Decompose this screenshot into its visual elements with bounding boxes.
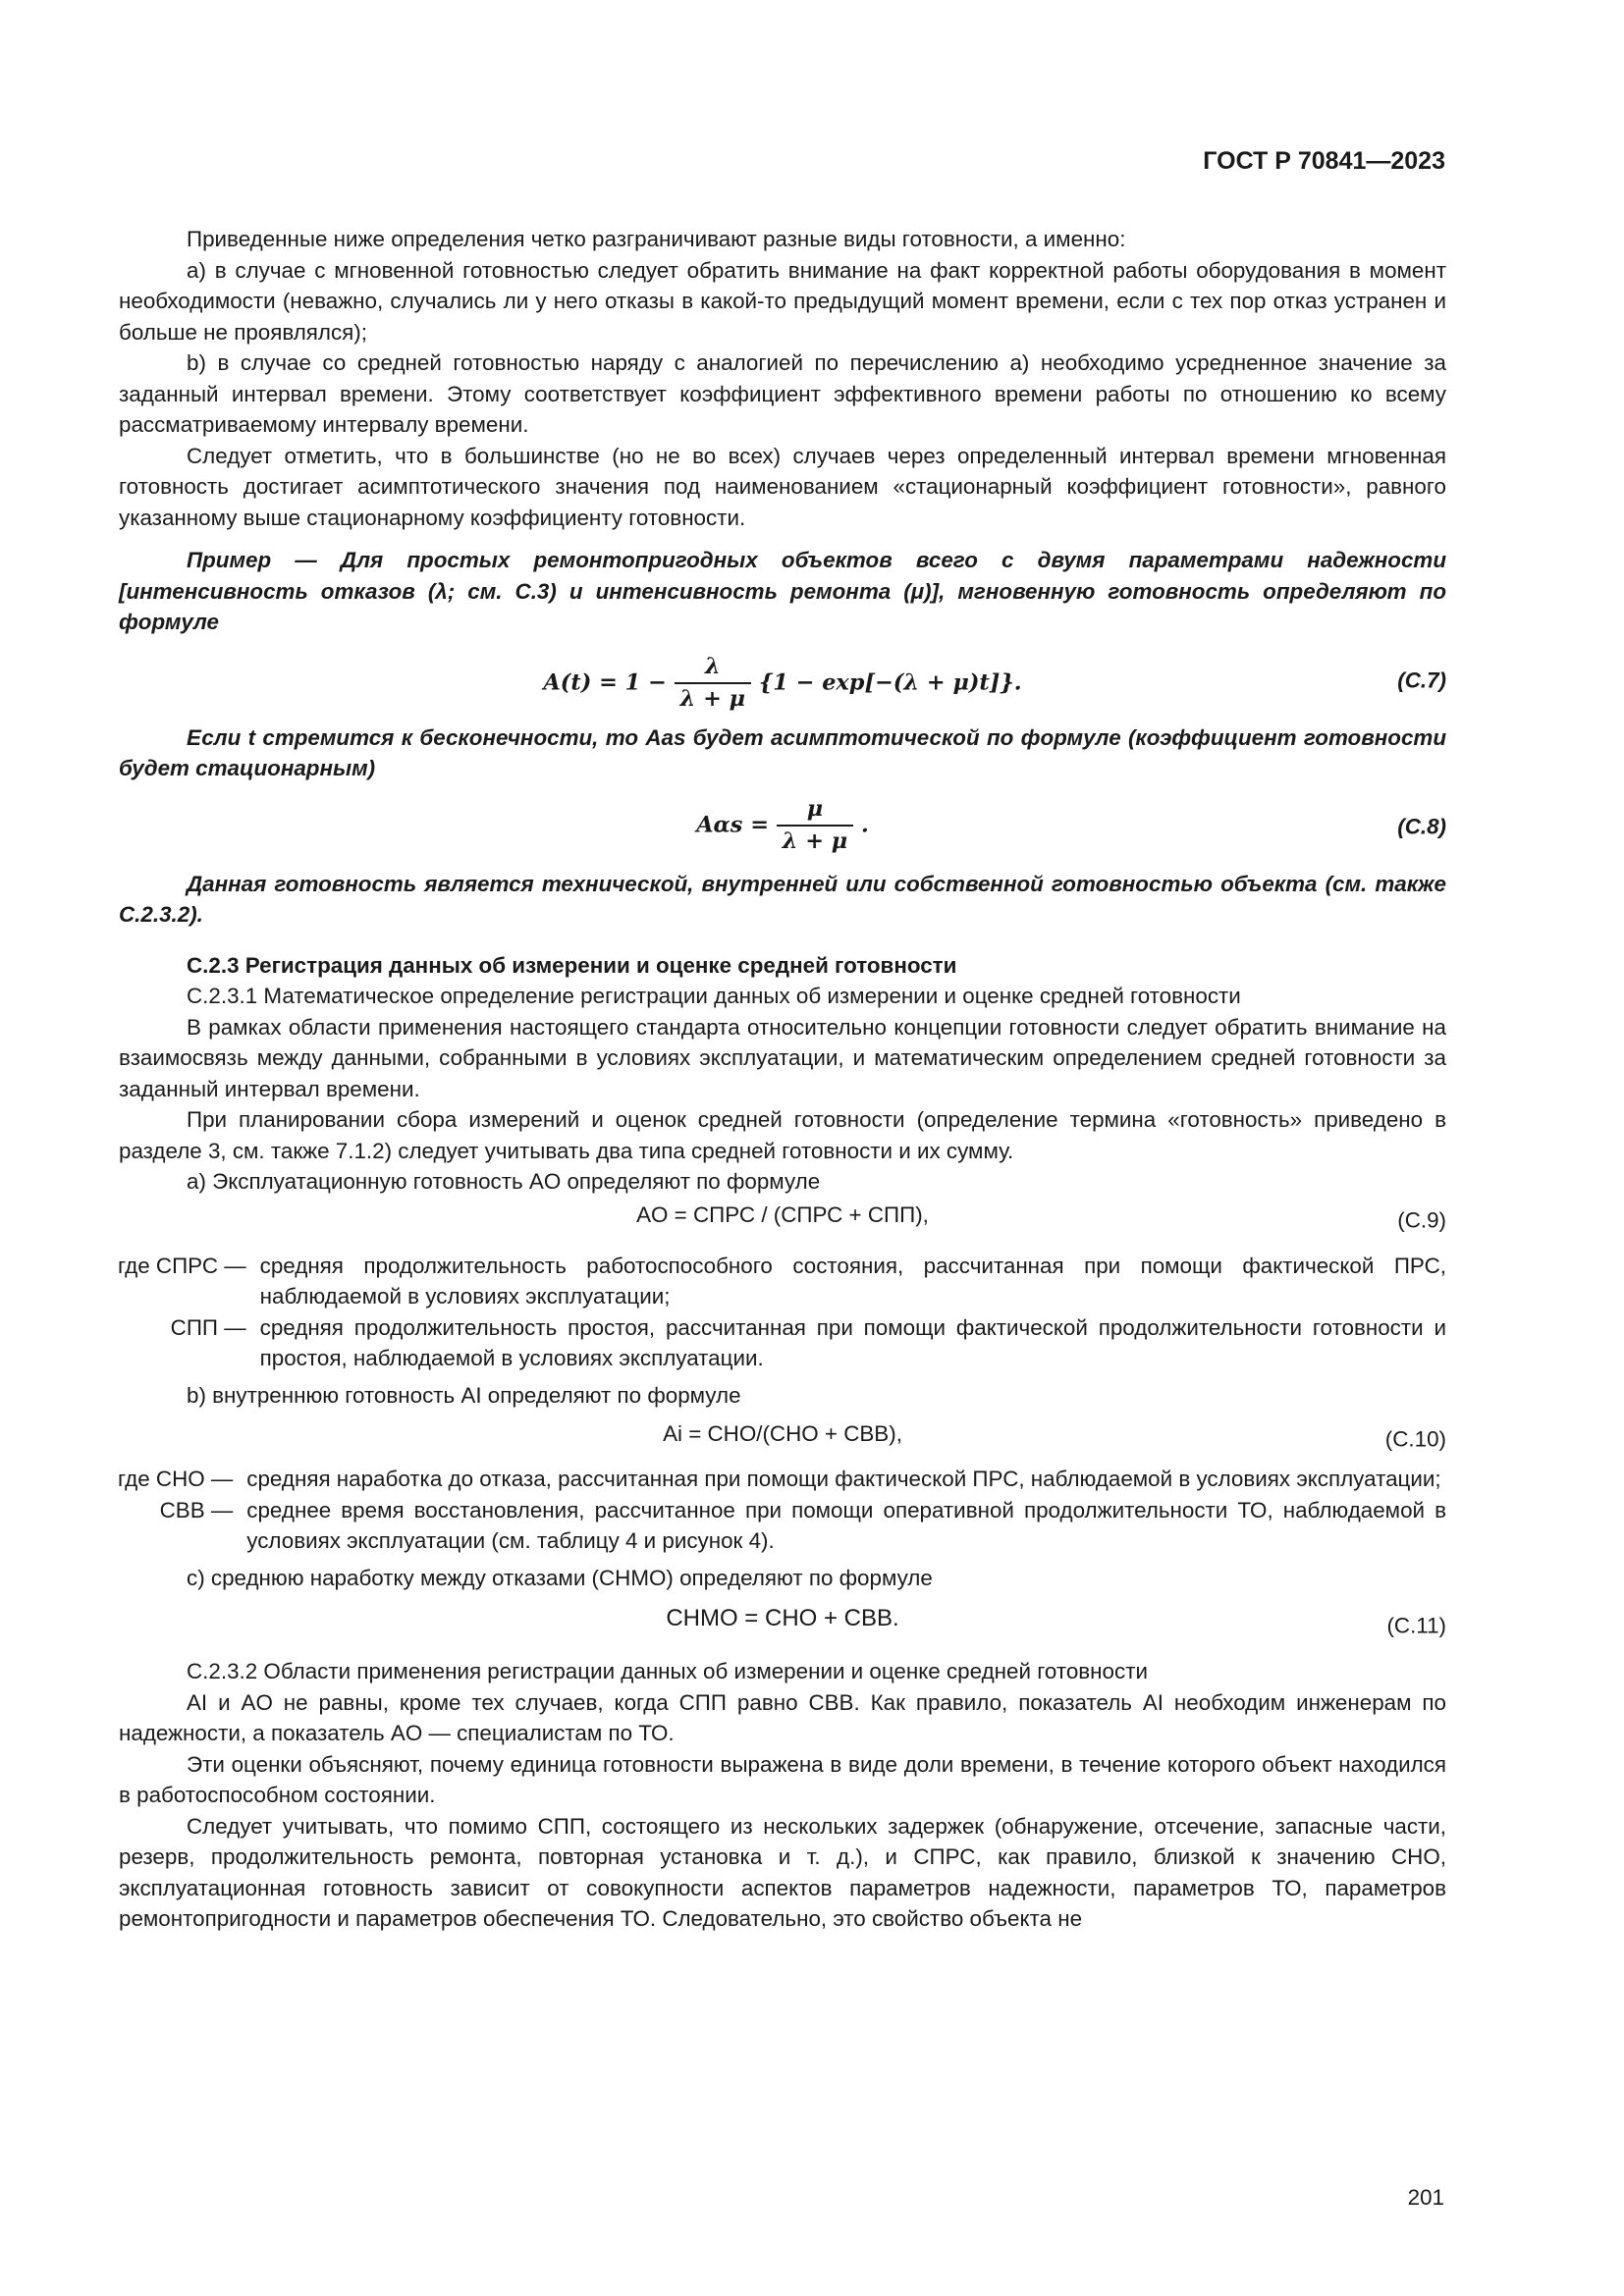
formula-c8-fraction [777, 794, 853, 858]
formula-c7 [119, 638, 1446, 722]
formula-c8-lhs: Aαs = [696, 812, 769, 837]
subsection-heading-2: С.2.3.2 Области применения регистрации данных об измерении и оценке средней готовности [187, 1659, 1148, 1683]
intro-paragraph: Приведенные ниже определения четко разграничивают разные виды готовности, а именно: [187, 227, 1126, 251]
formula-c8-numerator: μ [777, 794, 853, 828]
formula-c10 [119, 1411, 1446, 1456]
definitions-c9 [118, 1251, 1446, 1374]
formula-c8-tail: . [861, 812, 869, 837]
definition-desc: среднее время восстановления, рассчитанное при помощи оперативной продолжительности ТО, наблюдаемой в условиях эксплуатации (см. таблицу 4 и рисунок 4). [246, 1497, 1446, 1553]
definition-term: где СНО — [118, 1467, 234, 1491]
list-item-a: a) в случае с мгновенной готовностью следует обратить внимание на факт корректной работы оборудования в момент необходимости (неважно, случались ли у него отказы в какой-то предыдущий момент времени, если с тех пор отказ устранен и больше не проявлялся); [119, 257, 1446, 345]
formula-c10-text: Ai = СНО/(СНО + СВВ), [663, 1421, 902, 1446]
list-item-b: b) в случае со средней готовностью наряду с аналогией по перечислению а) необходимо усредненное значение за заданный интервал времени. Этому соответствует коэффициент эффективного времени работы по отношению ко всему рассматриваемому интервалу времени. [119, 350, 1446, 437]
definition-desc: средняя продолжительность работоспособного состояния, рассчитанная при помощи фактической ПРС, наблюдаемой в условиях эксплуатации; [259, 1253, 1446, 1308]
example-conclusion-paragraph: Данная готовность является технической, внутренней или собственной готовностью объекта (см. также С.2.3.2). [119, 871, 1446, 927]
section-paragraph-1: В рамках области применения настоящего стандарта относительно концепции готовности следует обратить внимание на взаимосвязь между данными, собранными в условиях эксплуатации, и математическим определением средней готовности за заданный интервал времени. [119, 1014, 1446, 1101]
definition-desc: средняя продолжительность простоя, рассчитанная при помощи фактической продолжительности готовности и простоя, наблюдаемой в условиях эксплуатации. [259, 1314, 1446, 1370]
section-paragraph-5: Следует учитывать, что помимо СПП, состоящего из нескольких задержек (обнаружение, отсечение, запасные части, резерв, продолжительность ремонта, повторная установка и т. д.), и СПРС, как правило, близкой к значению СНО, эксплуатационная готовность зависит от совокупности аспектов параметров надежности, параметров ТО, параметров ремонтопригодности и параметров обеспечения ТО. Следовательно, это свойство объекта не [119, 1813, 1446, 1931]
definition-term: СВВ — [159, 1497, 234, 1522]
section-paragraph-4: Эти оценки объясняют, почему единица готовности выражена в виде доли времени, в течение которого объект находился в работоспособном состоянии. [119, 1751, 1446, 1807]
section-heading: С.2.3 Регистрация данных об измерении и оценке средней готовности [187, 952, 957, 978]
definition-desc: средняя наработка до отказа, рассчитанная при помощи фактической ПРС, наблюдаемой в условиях эксплуатации; [246, 1467, 1441, 1491]
list-item-c-mtbf: c) среднюю наработку между отказами (СНМО) определяют по формуле [187, 1565, 933, 1590]
formula-c9-number: (С.9) [1397, 1206, 1446, 1232]
document-id: ГОСТ Р 70841—2023 [1203, 147, 1445, 175]
definition-term: СПП — [170, 1314, 246, 1340]
formula-c7-numerator: λ [675, 652, 751, 685]
example-paragraph: Пример — Для простых ремонтопригодных объектов всего с двумя параметрами надежности [интенсивность отказов (λ; см. С.3) и интенсивность ремонта (μ)], мгновенную готовность определяют по формуле [119, 548, 1446, 634]
formula-c7-denominator: λ + μ [679, 686, 746, 712]
formula-c7-number: (C.7) [1397, 667, 1446, 692]
page-number: 201 [1407, 2185, 1444, 2210]
formula-c8 [119, 784, 1446, 869]
formula-c7-lhs: A(t) = 1 − [543, 669, 667, 695]
subsection-heading-1: С.2.3.1 Математическое определение регистрации данных об измерении и оценке средней готовности [187, 984, 1241, 1008]
formula-c9-text: AO = СПРС / (СПРС + СПП), [636, 1201, 929, 1227]
list-item-b-inherent: b) внутреннюю готовность AI определяют по формуле [187, 1382, 741, 1408]
formula-c8-number: (C.8) [1397, 813, 1446, 838]
page-body [119, 224, 1446, 1935]
formula-c8-denominator: λ + μ [782, 828, 848, 854]
definitions-c10 [118, 1464, 1446, 1557]
formula-c11-number: (С.11) [1386, 1613, 1446, 1638]
formula-c11 [119, 1593, 1446, 1644]
list-item-a-operational: a) Эксплуатационную готовность AO определяют по формуле [187, 1169, 821, 1194]
section-paragraph-2: При планировании сбора измерений и оценок средней готовности (определение термина «готовность» приведено в разделе 3, см. также 7.1.2) следует учитывать два типа средней готовности и их сумму. [119, 1107, 1446, 1163]
formula-c9 [119, 1198, 1446, 1243]
intro-note-paragraph: Следует отметить, что в большинстве (но не во всех) случаев через определенный интервал времени мгновенная готовность достигает асимптотического значения под наименованием «стационарный коэффициент готовности», равного указанному выше стационарному коэффициенту готовности. [119, 443, 1446, 530]
section-paragraph-3: AI и AO не равны, кроме тех случаев, когда СПП равно СВВ. Как правило, показатель AI необходим инженерам по надежности, а показатель AO — специалистам по ТО. [119, 1689, 1446, 1745]
definition-term: где СПРС — [118, 1253, 246, 1278]
formula-c7-rhs: {1 − exp[−(λ + μ)t]}. [758, 669, 1022, 695]
formula-c7-fraction [675, 652, 751, 716]
formula-c11-text: СНМО = СНО + СВВ. [666, 1605, 899, 1631]
example-limit-paragraph: Если t стремится к бесконечности, то Aas будет асимптотической по формуле (коэффициент готовности будет стационарным) [119, 724, 1446, 780]
formula-c10-number: (С.10) [1384, 1425, 1446, 1451]
